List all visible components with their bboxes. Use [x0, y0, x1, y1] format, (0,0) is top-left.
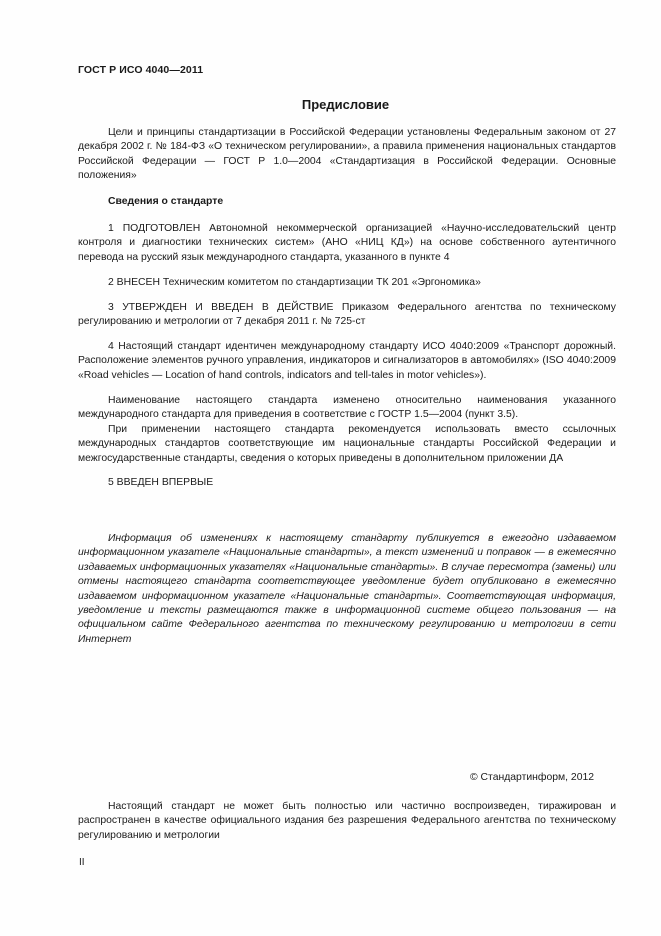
reproduction-notice [78, 800, 616, 843]
item-1-text: 1 ПОДГОТОВЛЕН Автономной некоммерческой организацией «Научно-исследовательский центр контроля и диагностики технических систем» (АНО «НИЦ КД») на основе собственного аутентичного перевода на русский язык международного стандарта, указанного в пункте 4 [78, 223, 616, 263]
document-header: ГОСТ Р ИСО 4040—2011 [78, 64, 204, 76]
intro-text: Цели и принципы стандартизации в Российской Федерации установлены Федеральным законом от 27 декабря 2002 г. № 184-ФЗ «О техническом регулировании», а правила применения национальных стандартов Российской Федерации — ГОСТ Р 1.0—2004 «Стандартизация в Российской Федерации. Основные положения» [78, 127, 616, 182]
page-title: Предисловие [301, 97, 390, 112]
item-4-notes [78, 394, 616, 466]
section-subheading: Сведения о стандарте [108, 196, 224, 207]
reproduction-text: Настоящий стандарт не может быть полностью или частично воспроизведен, тиражирован и распространен в качестве официального издания без разрешения Федерального агентства по техническому регулированию и метрологии [78, 801, 616, 841]
notice-paragraph [78, 532, 616, 647]
page-number: II [79, 857, 85, 868]
notice-text: Информация об изменениях к настоящему стандарту публикуется в ежегодно издаваемом информационном указателе «Национальные стандарты», а текст изменений и поправок — в ежемесячно издаваемых информационных указателях «Национальные стандарты». В случае пересмотра (замены) или отмены настоящего стандарта соответствующее уведомление будет опубликовано в ежемесячно издаваемом информационном указателе «Национальные стандарты». Соответствующая информация, уведомление и тексты размещаются также в информационной системе общего пользования — на официальном сайте Федерального агентства по техническому регулированию и метрологии в сети Интернет [78, 533, 616, 645]
item-1 [78, 222, 616, 265]
item-4-text: 4 Настоящий стандарт идентичен международному стандарту ИСО 4040:2009 «Транспорт дорожный. Расположение элементов ручного управления, индикаторов и сигнализаторов в автомобилях» (ISO 4040:2009 «Road vehicles — Location of hand controls, indicators and tell-tales in motor vehicles»). [78, 341, 616, 381]
intro-paragraph [78, 126, 616, 184]
copyright-line: © Стандартинформ, 2012 [470, 772, 595, 783]
item-2-text: 2 ВНЕСЕН Техническим комитетом по стандартизации ТК 201 «Эргономика» [108, 277, 481, 288]
item-5 [78, 476, 616, 490]
item-3 [78, 301, 616, 330]
item-4 [78, 340, 616, 383]
item-2 [78, 276, 616, 290]
item-5-text: 5 ВВЕДЕН ВПЕРВЫЕ [108, 477, 214, 488]
item-3-text: 3 УТВЕРЖДЕН И ВВЕДЕН В ДЕЙСТВИЕ Приказом Федерального агентства по техническому регулированию и метрологии от 7 декабря 2011 г. № 725-ст [78, 302, 616, 328]
item-4-reference-note: При применении настоящего стандарта рекомендуется использовать вместо ссылочных международных стандартов соответствующие им национальные стандарты Российской Федерации и межгосударственные стандарты, сведения о которых приведены в дополнительном приложении ДА [78, 423, 616, 464]
item-4-name-note: Наименование настоящего стандарта изменено относительно наименования указанного международного стандарта для приведения в соответствие с ГОСТР 1.5—2004 (пункт 3.5). [78, 395, 616, 421]
